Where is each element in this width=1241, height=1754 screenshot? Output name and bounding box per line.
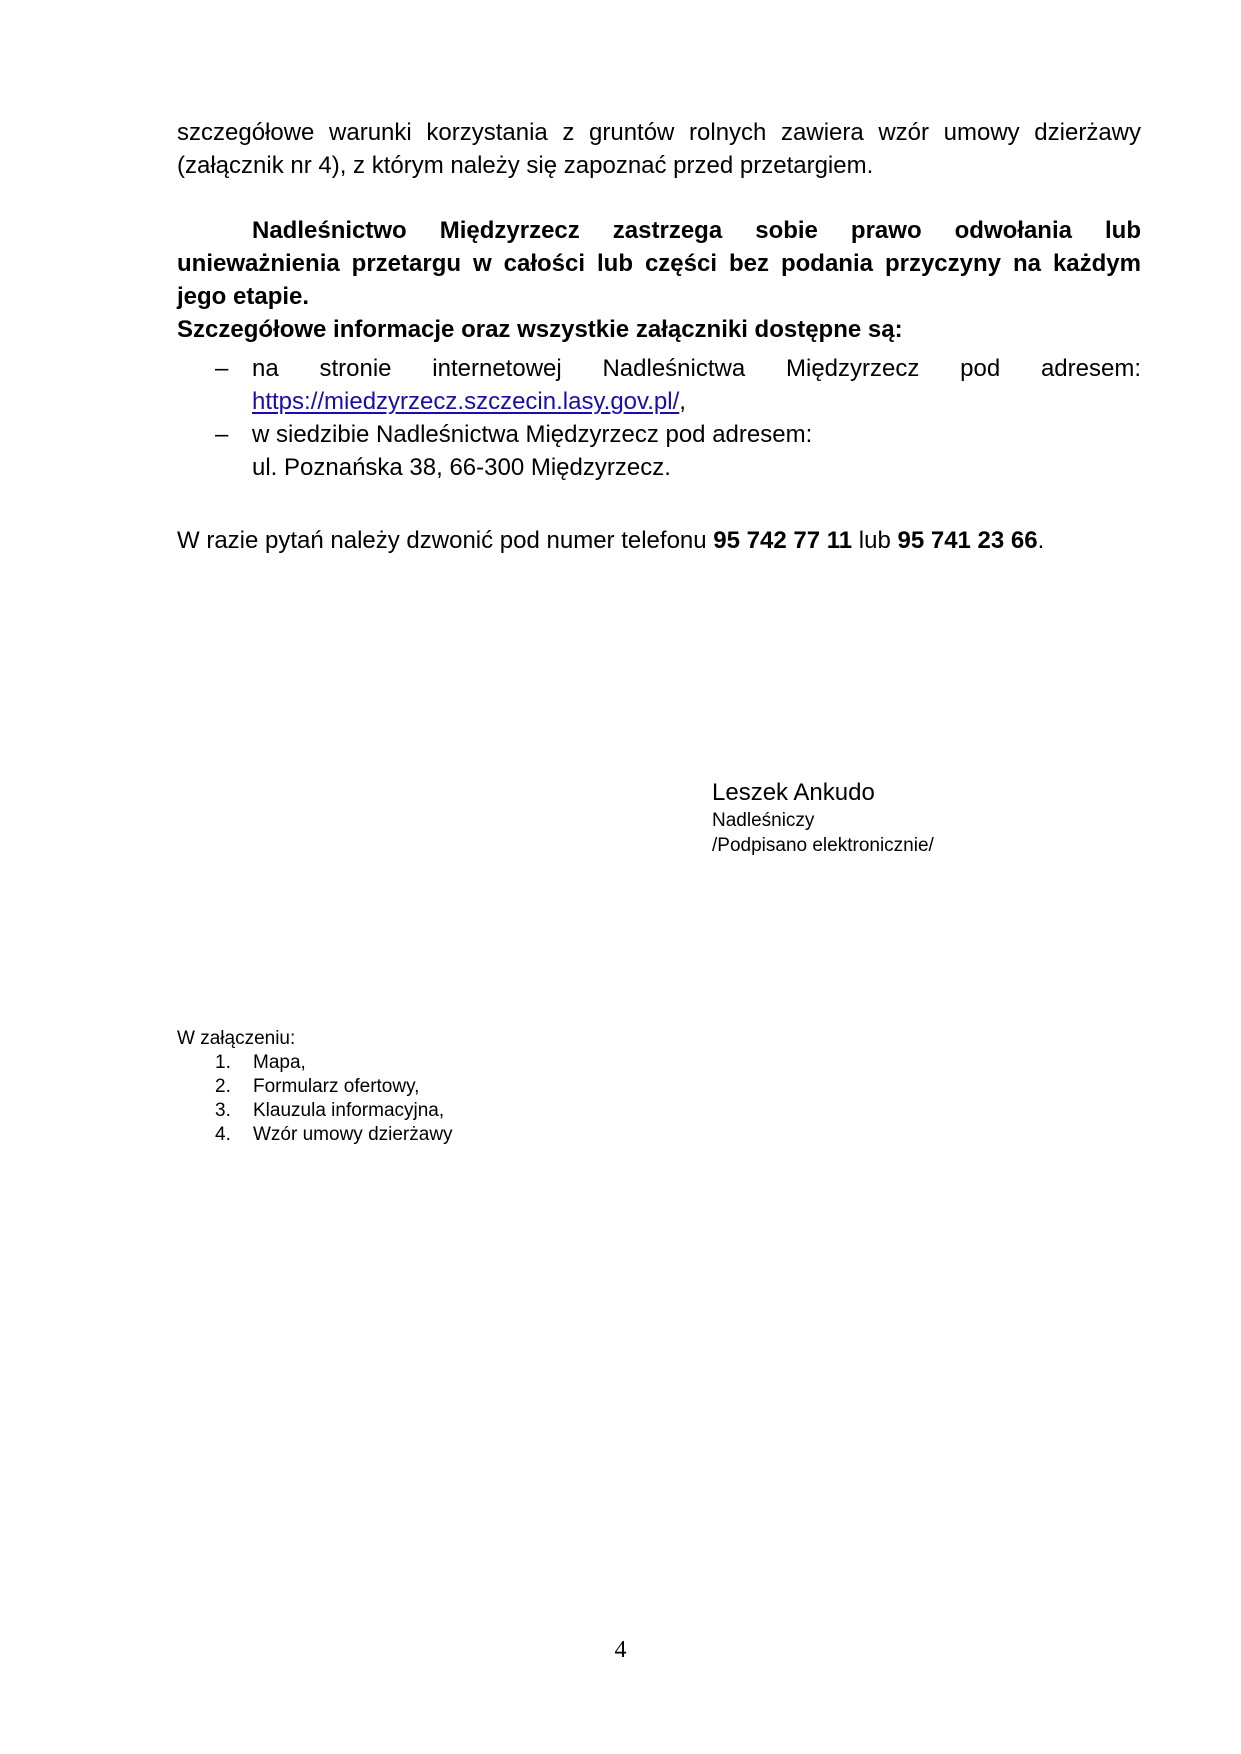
signer-title: Nadleśniczy xyxy=(712,810,815,831)
list-item-number: 4. xyxy=(215,1124,231,1145)
reservation-paragraph: Nadleśnictwo Międzyrzecz zastrzega sobie prawo odwołania lub unieważnienia przetargu w całości lub części bez podania przyczyny na każdym jego etapie. xyxy=(177,217,1141,310)
intro-line-1: szczegółowe warunki korzystania z gruntów rolnych zawiera wzór umowy dzierżawy xyxy=(177,119,1141,146)
website-link[interactable]: https://miedzyrzecz.szczecin.lasy.gov.pl/ xyxy=(252,388,680,415)
attachments-block xyxy=(177,1027,453,1147)
list-item-number: 3. xyxy=(215,1100,231,1121)
signer-name: Leszek Ankudo xyxy=(712,779,875,806)
phone-number-1: 95 742 77 11 xyxy=(713,527,853,554)
intro-paragraph xyxy=(177,116,1141,182)
website-link-comma: , xyxy=(679,388,686,415)
attachments-heading: W załączeniu: xyxy=(177,1028,296,1049)
signature-block xyxy=(712,778,934,858)
info-item-office-text: w siedzibie Nadleśnictwa Międzyrzecz pod adresem: xyxy=(252,421,813,448)
list-item-number: 2. xyxy=(215,1076,231,1097)
list-item xyxy=(177,1051,453,1075)
list-item xyxy=(177,1075,453,1099)
info-heading: Szczegółowe informacje oraz wszystkie załączniki dostępne są: xyxy=(177,316,903,343)
attachments-list xyxy=(177,1051,453,1147)
list-item-label: Wzór umowy dzierżawy xyxy=(253,1124,453,1145)
dash-bullet: – xyxy=(215,355,229,382)
contact-suffix: . xyxy=(1037,527,1045,554)
info-item-office xyxy=(177,418,1141,484)
contact-middle: lub xyxy=(852,527,898,554)
signature-note: /Podpisano elektronicznie/ xyxy=(712,835,934,856)
office-address: ul. Poznańska 38, 66-300 Międzyrzecz. xyxy=(252,454,671,481)
contact-prefix: W razie pytań należy dzwonić pod numer telefonu xyxy=(177,527,714,554)
document-body xyxy=(177,116,1141,557)
contact-paragraph xyxy=(177,524,1141,557)
info-item-website-text: na stronie internetowej Nadleśnictwa Międzyrzecz pod adresem: xyxy=(252,355,1141,382)
dash-bullet: – xyxy=(215,421,229,448)
list-item-label: Formularz ofertowy, xyxy=(253,1076,420,1097)
list-item-label: Mapa, xyxy=(253,1052,306,1073)
page-number: 4 xyxy=(614,1637,627,1663)
list-item-number: 1. xyxy=(215,1052,231,1073)
list-item xyxy=(177,1099,453,1123)
info-list xyxy=(177,352,1141,484)
info-item-website xyxy=(177,352,1141,418)
intro-line-2: (załącznik nr 4), z którym należy się zapoznać przed przetargiem. xyxy=(177,152,874,179)
phone-number-2: 95 741 23 66 xyxy=(897,527,1038,554)
list-item xyxy=(177,1123,453,1147)
list-item-label: Klauzula informacyjna, xyxy=(253,1100,445,1121)
